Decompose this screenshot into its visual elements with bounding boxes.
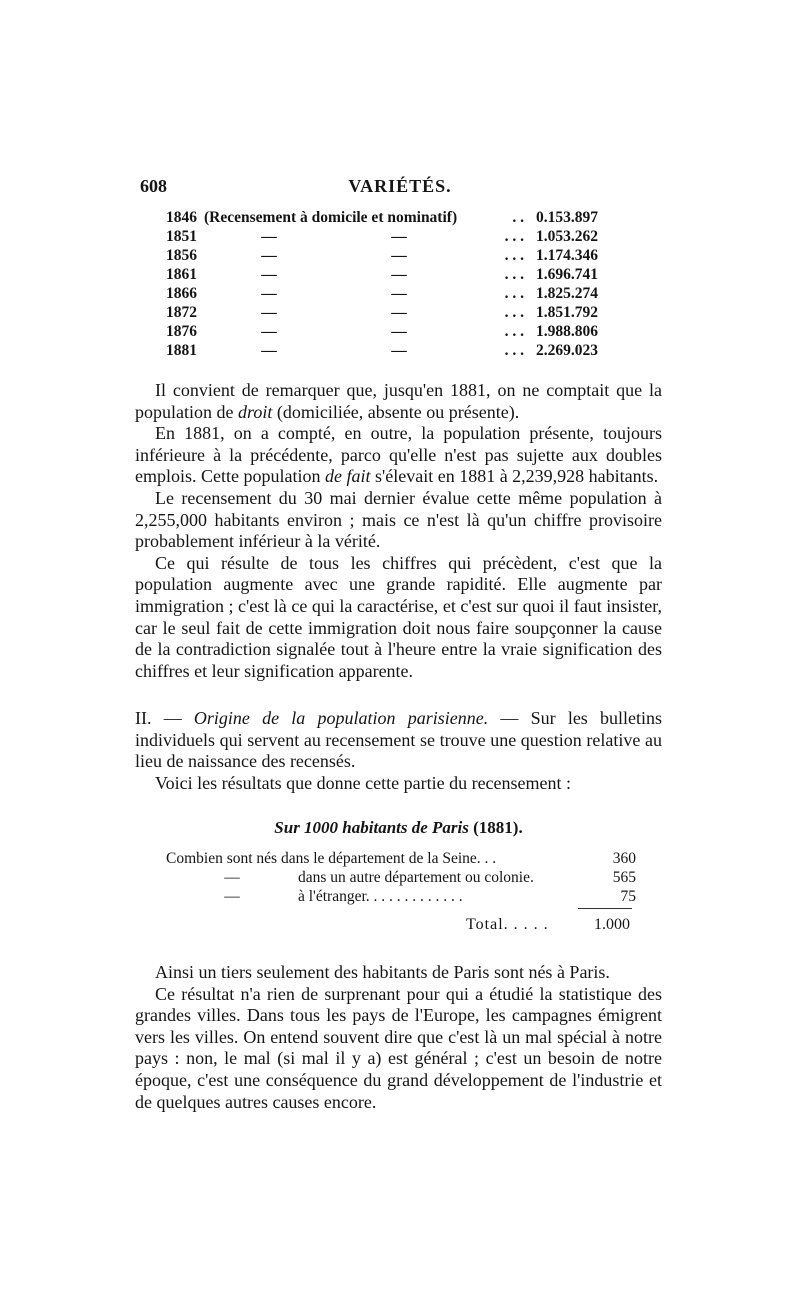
- paragraph: Il convient de remarquer que, jusqu'en 1881, on ne comptait que la population de droit (domiciliée, absente ou présente).: [135, 380, 662, 422]
- table-row: — à l'étranger. . . . . . . . . . . . . 75: [224, 888, 636, 905]
- origin-label: à l'étranger. . . . . . . . . . . . .: [298, 888, 463, 905]
- text-block-population: [135, 380, 662, 682]
- table-row: 1876 — — . . . 1.988.806: [166, 322, 636, 341]
- page-header: [140, 176, 660, 202]
- census-value: 1.053.262: [536, 228, 598, 245]
- paragraph: Voici les résultats que donne cette partie du recensement :: [155, 772, 572, 793]
- table-row: 1866 — — . . . 1.825.274: [166, 284, 636, 303]
- census-year: 1881: [166, 342, 197, 359]
- section-numeral: II. —: [135, 708, 194, 728]
- census-year: 1851: [166, 228, 197, 245]
- text-block-conclusion: [135, 962, 662, 1113]
- table-row: 1846 (Recensement à domicile et nominatif) . . 0.153.897: [166, 208, 636, 227]
- census-value: 0.153.897: [536, 209, 598, 226]
- census-table: [166, 208, 636, 360]
- table-row: 1861 — — . . . 1.696.741: [166, 265, 636, 284]
- paragraph: En 1881, on a compté, en outre, la population présente, toujours inférieure à la précédente, parco qu'elle n'est pas sujette aux doubles emplois. Cette population de fait s'élevait en 1881 à 2,239,928 habitants.: [135, 423, 662, 487]
- section-title: Origine de la population parisienne.: [193, 708, 489, 728]
- table-row: [166, 849, 636, 868]
- census-header-label: (Recensement à domicile et nominatif): [204, 209, 458, 226]
- census-year: 1846: [166, 209, 197, 226]
- origin-value: 360: [612, 850, 636, 867]
- table-row: 1872 — — . . . 1.851.792: [166, 303, 636, 322]
- census-year: 1876: [166, 323, 197, 340]
- table-row: 1851 — — . . . 1.053.262: [166, 227, 636, 246]
- total-label: Total. . . . .: [466, 916, 549, 933]
- page-number: 608: [140, 176, 167, 196]
- census-value: 1.174.346: [536, 247, 598, 264]
- origin-value: 565: [612, 869, 636, 886]
- table-row: 1881 — — . . . 2.269.023: [166, 341, 636, 360]
- paragraph: Ainsi un tiers seulement des habitants de Paris sont nés à Paris.: [155, 962, 610, 982]
- origin-label: dans un autre département ou colonie.: [298, 869, 534, 886]
- paragraph: II. — Origine de la population parisienne. — Sur les bulletins individuels qui servent au recensement se trouve une question relative au lieu de naissance des recensés.: [135, 708, 663, 772]
- census-year: 1866: [166, 285, 197, 302]
- table-row: — dans un autre département ou colonie. 565: [224, 869, 636, 886]
- paragraph: Ce résultat n'a rien de surprenant pour qui a étudié la statistique des grandes villes. Dans tous les pays de l'Europe, les campagnes émigrent vers les villes. On entend souvent dire que c'est là un mal spécial à notre pays : non, le mal (si mal il y a) est général ; c'est un besoin de notre époque, c'est une conséquence du grand développement de l'industrie et de quelques autres causes encore.: [135, 983, 662, 1112]
- running-title: VARIÉTÉS.: [348, 176, 452, 196]
- census-value: 1.825.274: [536, 285, 598, 302]
- origin-table-title: Sur 1000 habitants de Paris (1881).: [274, 818, 523, 837]
- total-rule: [578, 908, 632, 909]
- paragraph: Ce qui résulte de tous les chiffres qui précèdent, c'est que la population augmente avec une grande rapidité. Elle augmente par immigration ; c'est là ce qui la caractérise, et c'est sur quoi il faut insister, car le seul fait de cette immigration doit nous faire soupçonner la cause de la contradiction signalée tout à l'heure entre la vraie signification des chiffres et leur signification apparente.: [135, 552, 662, 681]
- origin-label: Combien sont nés dans le département de la Seine. . .: [166, 850, 497, 867]
- total-value: 1.000: [594, 916, 630, 933]
- census-value: 1.988.806: [536, 323, 598, 340]
- table-row: 1856 — — . . . 1.174.346: [166, 246, 636, 265]
- paragraph: Le recensement du 30 mai dernier évalue cette même population à 2,255,000 habitants environ ; mais ce n'est là qu'un chiffre provisoire probablement inférieur à la vérité.: [135, 487, 662, 552]
- census-value: 1.851.792: [536, 304, 598, 321]
- origin-value: 75: [620, 888, 636, 905]
- census-year: 1872: [166, 304, 197, 321]
- census-value: 1.696.741: [536, 266, 598, 283]
- census-year: 1856: [166, 247, 197, 264]
- census-value: 2.269.023: [536, 342, 598, 359]
- section-origin: [135, 708, 662, 794]
- origin-table: [166, 849, 636, 906]
- census-year: 1861: [166, 266, 197, 283]
